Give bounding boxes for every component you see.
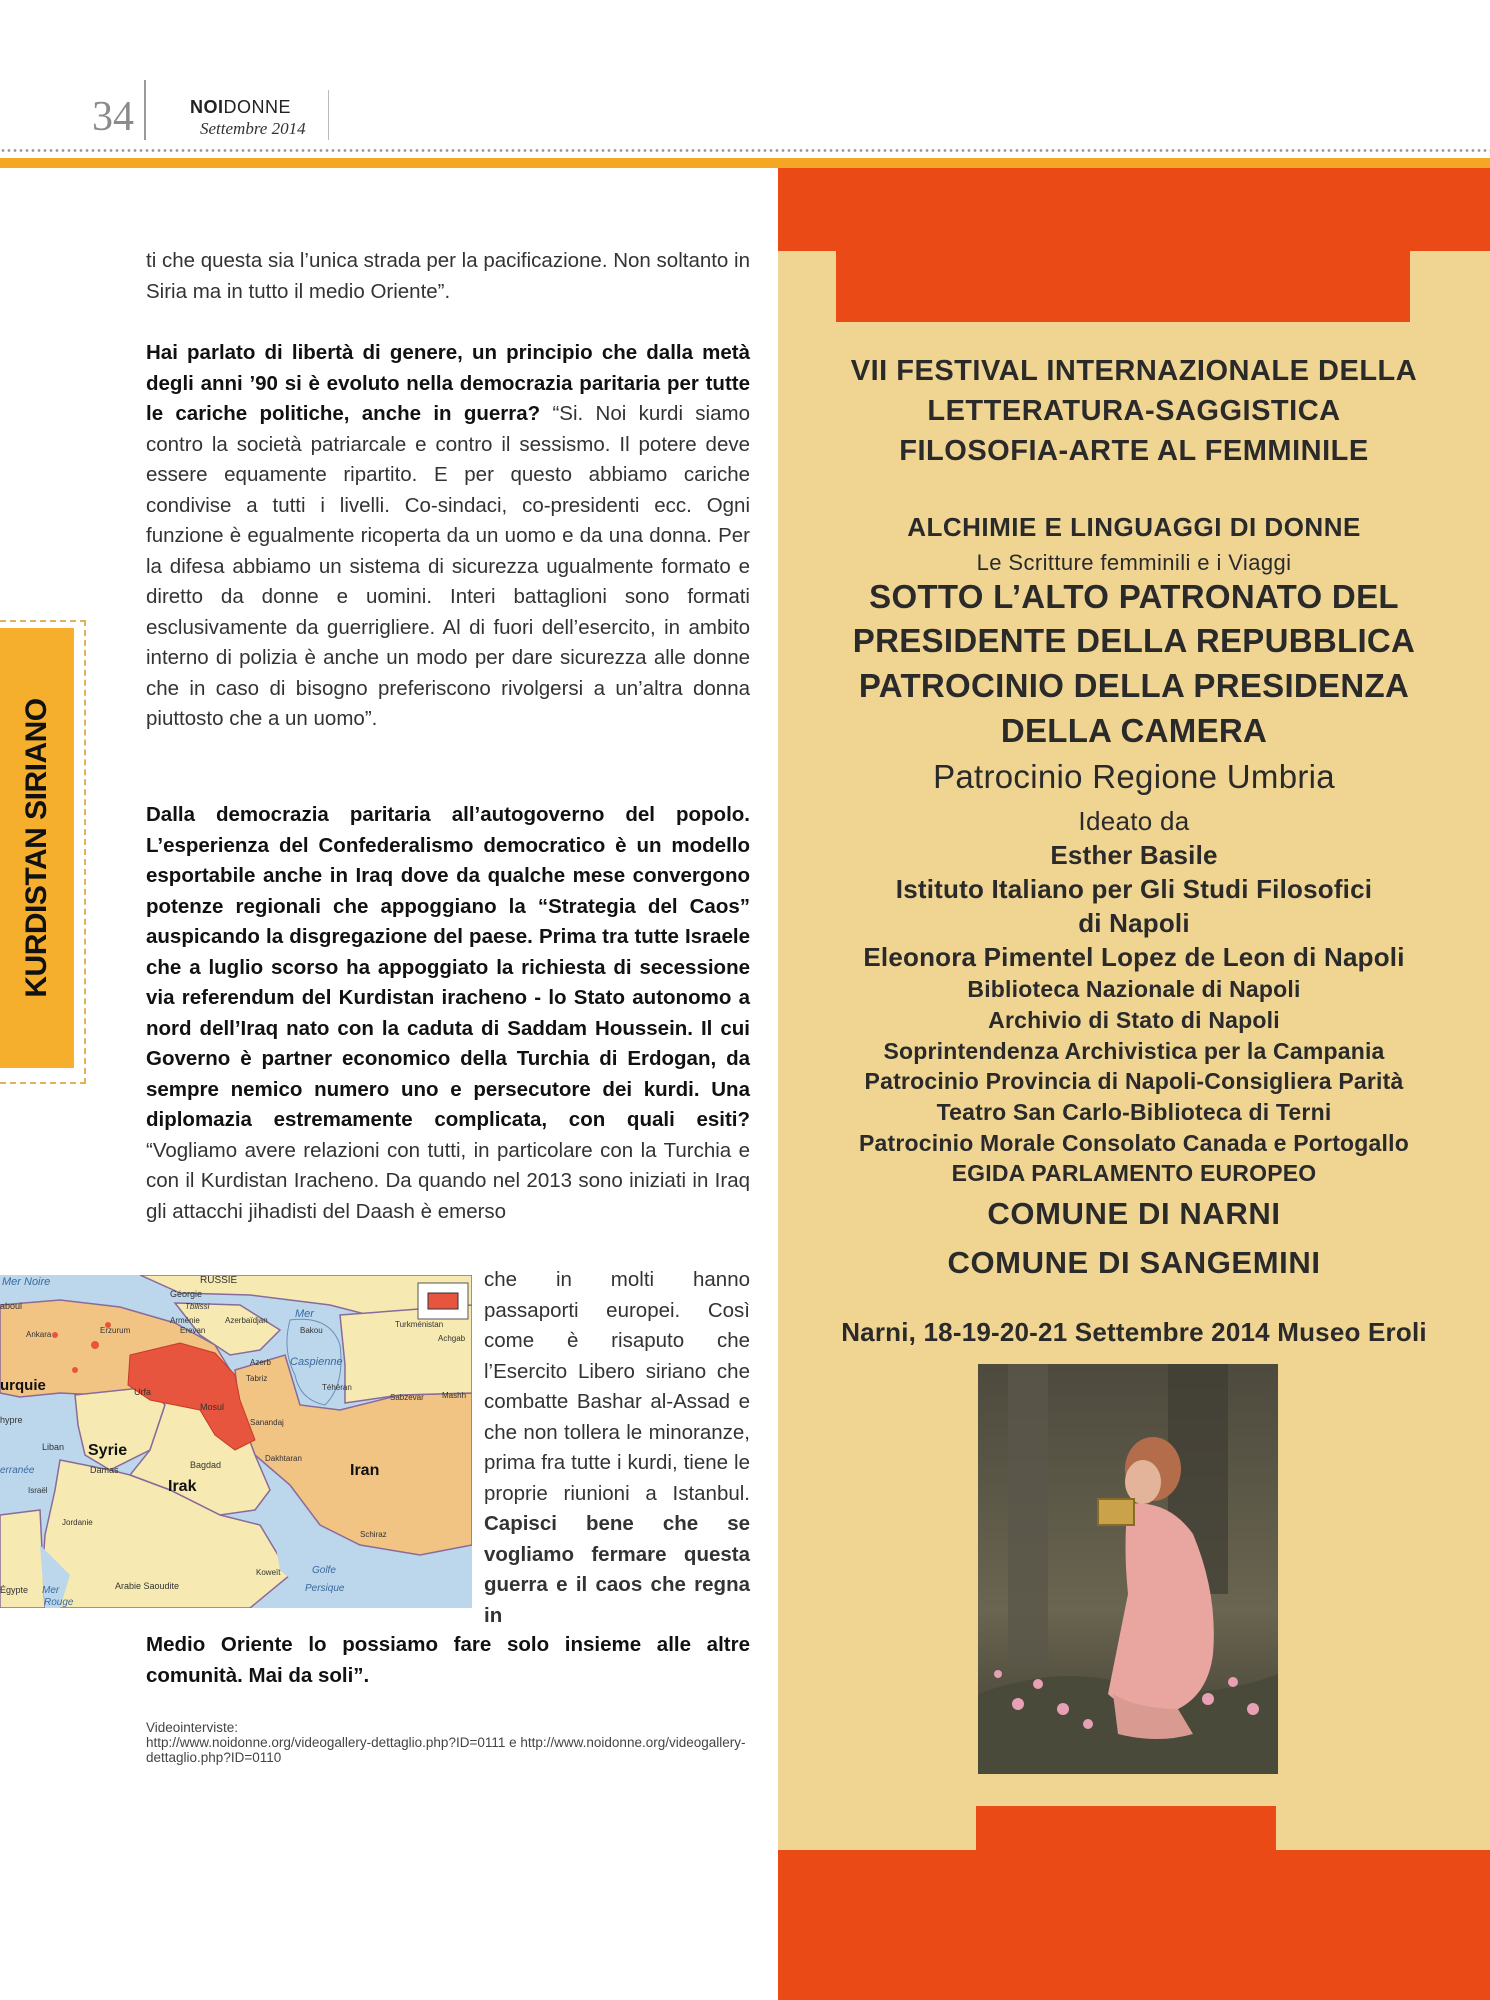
header-divider-right [328,90,329,140]
question-2: Dalla democrazia paritaria all’autogoverno del popolo. L’esperienza del Confederalismo democratico è un modello esportabile anche in Iraq dove da qualche mese convergono potenze regionali che appoggiano la “Strategia del Caos” auspicando la disgregazione del paese. Prima tra tutte Israele che a luglio scorso ha appoggiato la richiesta di secessione via referendum del Kurdistan iracheno - lo Stato autonomo a nord dell’Iraq nato con la caduta di Saddam Houssein. Il cui Governo è partner economico della Turchia di Erdogan, da sempre nemico numero uno e persecutore dei kurdi. Una diplomazia estremamente complicata, con quali esiti? [146,803,750,1131]
question-1: Hai parlato di libertà di genere, un principio che dalla metà degli anni ’90 si è evoluto nella democrazia paritaria per tutte le cariche politiche, anche in guerra? [146,341,750,425]
map-kurdish-spot [72,1367,78,1373]
map-label: Urfa [134,1387,152,1397]
poster-line-5: Le Scritture femminili e i Viaggi [976,550,1292,575]
map-label: Mer [42,1585,60,1596]
answer-2-narrow: che in molti hanno passaporti europei. Così come è risaputo che l’Esercito Libero siriano che combatte Bashar al-Assad e che non tollera le minoranze, prima fra tutte i kurdi, tiene le proprie riunioni a Istanbul. [484,1268,750,1505]
map-label: Sanandaj [250,1418,284,1427]
map-label: Koweït [256,1568,281,1577]
map-label: Égypte [0,1585,29,1595]
map-kurdish-spot [91,1341,99,1349]
middle-east-map [0,1275,472,1608]
map-label: Erevan [180,1326,206,1335]
poster-line-6: SOTTO L’ALTO PATRONATO DEL [869,578,1399,615]
poster-line-7: PRESIDENTE DELLA REPUBBLICA [852,622,1416,659]
map-label: Dakhtaran [265,1454,302,1463]
poster-top-tab [836,250,1410,322]
map-label: Mosul [200,1402,225,1412]
article-qa-2 [146,800,750,1227]
poster-line-12: Esther Basile [1050,840,1218,870]
map-label: Bakou [300,1326,323,1335]
dotted-rule [0,148,1490,158]
map-label: Syrie [88,1442,128,1459]
map-label: Arabie Saoudite [115,1581,180,1591]
poster-line-8: PATROCINIO DELLA PRESIDENZA [858,667,1410,704]
map-label: Achgab [438,1334,466,1343]
poster-line-14: di Napoli [1078,908,1190,938]
poster-line-4: ALCHIMIE E LINGUAGGI DI DONNE [907,512,1361,542]
painting-face [1125,1460,1161,1504]
map-label: Turkménistan [395,1320,444,1329]
poster-line-13: Istituto Italiano per Gli Studi Filosofici [895,874,1373,904]
map-label: Schiraz [360,1530,387,1539]
map-label: Liban [42,1442,65,1452]
map-label: Persique [305,1583,345,1594]
header-divider [144,80,146,140]
map-label: Mashh [442,1391,467,1400]
video-references [146,1720,746,1765]
poster-line-22: EGIDA PARLAMENTO EUROPEO [951,1160,1317,1186]
poster-line-25: Narni, 18-19-20-21 Settembre 2014 Museo Eroli [841,1317,1427,1347]
poster-line-24: COMUNE DI SANGEMINI [947,1245,1321,1280]
poster-line-21: Patrocinio Morale Consolato Canada e Portogallo [859,1130,1409,1156]
poster-line-1: VII FESTIVAL INTERNAZIONALE DELLA [850,355,1418,387]
article-closing: Medio Oriente lo possiamo fare solo insieme alle altre comunità. Mai da soli”. [146,1633,750,1687]
article-text-1: ti che questa sia l’unica strada per la pacificazione. Non soltanto in Siria ma in tutto il medio Oriente”. [146,249,750,303]
map-label: Israël [28,1486,48,1495]
map-label: Tabriz [246,1374,268,1383]
poster-line-2: LETTERATURA-SAGGISTICA [927,395,1341,427]
poster-line-9: DELLA CAMERA [1000,712,1268,749]
poster-line-15: Eleonora Pimentel Lopez de Leon di Napoli [863,942,1405,972]
map-label: Azerb [250,1358,271,1367]
map-label: RUSSIE [200,1275,238,1286]
map-label: Caspienne [290,1356,343,1368]
map-label: Téhéran [322,1383,352,1392]
map-label: Tbilissi [185,1302,210,1311]
poster-line-20: Teatro San Carlo-Biblioteca di Terni [936,1099,1332,1125]
map-label: Mer [295,1308,314,1320]
poster-line-23: COMUNE DI NARNI [987,1196,1281,1231]
map-label: Géorgie [170,1289,203,1299]
map-label: urquie [0,1377,46,1394]
map-label: Damas [90,1465,119,1475]
map-label: Irak [168,1478,197,1495]
magazine-title-rest: DONNE [223,97,292,117]
painting-tree [1008,1364,1048,1664]
answer-1: “Si. Noi kurdi siamo contro la società patriarcale e contro il sessismo. Il potere deve essere equamente ripartito. E per questo abbiamo cariche condivise a tutti i livelli. Co-sindaci, co-presidenti ecc. Ogni funzione è egualmente ricoperta da un uomo e da una donna. Per la difesa abbiamo un sistema di sicurezza ugualmente formato e diretto da donne e uomini. Interi battaglioni sono formati esclusivamente da guerrigliere. Al di fuori dell’esercito, in ambito interno di polizia è anche un modo per dare sicurezza alle donne che in caso di bisogno preferiscono rivolgersi a un’altra donna piuttosto che a un uomo”. [146,402,750,730]
map-legend-swatch [428,1293,458,1309]
map-label: Sabzevar [390,1393,424,1402]
article-paragraph-1 [146,246,750,307]
poster-line-3: FILOSOFIA-ARTE AL FEMMINILE [899,435,1369,467]
header-gold-bar [0,158,1490,168]
page-number: 34 [92,94,134,140]
map-label: Ankara [26,1330,52,1339]
poster-line-11: Ideato da [1078,806,1190,836]
poster-top-band [778,168,1490,251]
article-qa-1 [146,338,750,735]
refs-links[interactable]: http://www.noidonne.org/videogallery-dettaglio.php?ID=0111 e http://www.noidonne.org/videogallery-dettaglio.php?ID=0110 [146,1735,746,1765]
map-label: Erzurum [100,1326,131,1335]
issue-date: Settembre 2014 [200,119,306,138]
article-wrap-text [484,1265,750,1631]
poster-line-16: Biblioteca Nazionale di Napoli [967,976,1301,1002]
poster-bottom-tab [976,1806,1276,1852]
section-tab-label: KURDISTAN SIRIANO [20,698,53,998]
answer-2-bold: Capisci bene che se vogliamo fermare questa guerra e il caos che regna in [484,1512,750,1627]
map-label: aboul [0,1301,23,1311]
map-kurdish-spot [52,1332,58,1338]
poster-bottom-band [778,1850,1490,2000]
magazine-title [190,98,291,116]
map-label: Golfe [312,1565,336,1576]
map-label: hypre [0,1415,23,1425]
painting-image [978,1364,1278,1774]
map-label: Bagdad [190,1460,222,1470]
refs-label: Videointerviste: [146,1720,239,1735]
map-label: Arménie [170,1316,200,1325]
painting-box [1098,1499,1134,1525]
map-label: Rouge [44,1597,74,1608]
map-label: erranée [0,1465,35,1476]
map-label: Azerbaïdjan [225,1316,268,1325]
map-label: Iran [350,1462,380,1479]
poster-line-18: Soprintendenza Archivistica per la Campania [883,1038,1385,1064]
poster-line-17: Archivio di Stato di Napoli [988,1007,1280,1033]
poster-line-19: Patrocinio Provincia di Napoli-Consigliera Parità [864,1068,1404,1094]
map-label: Jordanie [62,1518,93,1527]
poster-line-10: Patrocinio Regione Umbria [933,758,1335,795]
magazine-title-bold: NOI [190,97,224,117]
answer-2-start: “Vogliamo avere relazioni con tutti, in particolare con la Turchia e con il Kurdistan Iracheno. Da quando nel 2013 sono iniziati in Iraq gli attacchi jihadisti del Daash è emerso [146,1138,750,1223]
map-label: Mer Noire [2,1276,51,1288]
